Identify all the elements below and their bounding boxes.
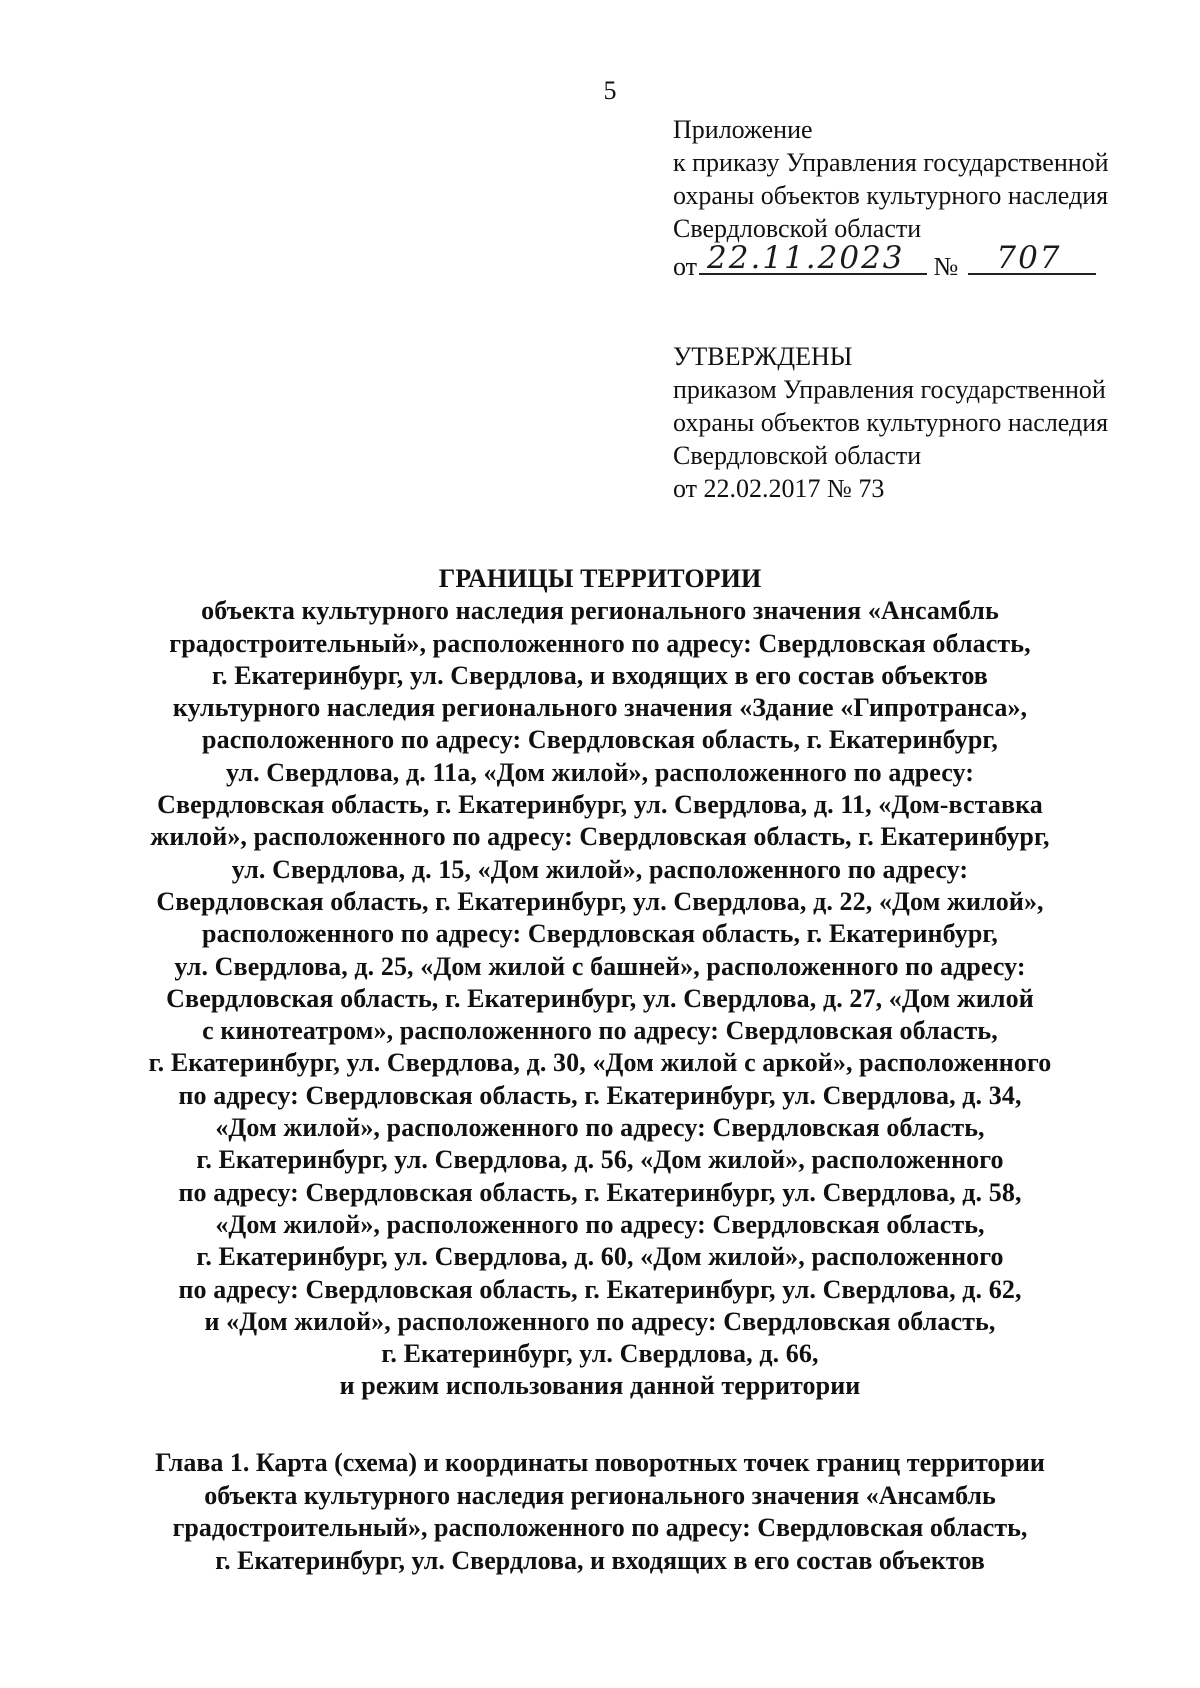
number-signature-line (968, 240, 1096, 276)
chapter-line: градостроительный», расположенного по адресу: Свердловская область, (172, 1513, 1028, 1542)
chapter-heading (0, 1447, 1200, 1577)
appendix-line: к приказу Управления государственной (673, 148, 1109, 177)
title-line: с кинотеатром», расположенного по адресу: Свердловская область, (202, 1016, 998, 1046)
title-line: ул. Свердлова, д. 25, «Дом жилой с башней», расположенного по адресу: (174, 951, 1026, 981)
date-prefix: от (673, 252, 698, 281)
title-line: г. Екатеринбург, ул. Свердлова, д. 30, «Дом жилой с аркой», расположенного (148, 1048, 1052, 1078)
title-line: ул. Свердлова, д. 15, «Дом жилой», расположенного по адресу: (231, 854, 969, 884)
title-line: г. Екатеринбург, ул. Свердлова, д. 66, (381, 1339, 819, 1369)
title-line: градостроительный», расположенного по адресу: Свердловская область, (169, 628, 1031, 658)
title-line: Свердловская область, г. Екатеринбург, ул. Свердлова, д. 27, «Дом жилой (166, 983, 1034, 1013)
appendix-line: охраны объектов культурного наследия (673, 181, 1109, 210)
title-line: по адресу: Свердловская область, г. Екатеринбург, ул. Свердлова, д. 62, (178, 1274, 1022, 1304)
document-title (0, 563, 1200, 1403)
title-line: г. Екатеринбург, ул. Свердлова, д. 56, «Дом жилой», расположенного (196, 1145, 1004, 1175)
title-line: расположенного по адресу: Свердловская область, г. Екатеринбург, (202, 919, 998, 949)
approved-line: УТВЕРЖДЕНЫ (673, 342, 853, 371)
chapter-line: г. Екатеринбург, ул. Свердлова, и входящих в его состав объектов (215, 1545, 985, 1575)
appendix-line: Приложение (673, 115, 813, 144)
handwritten-date: 22.11.2023 (707, 240, 905, 276)
appendix-line: Свердловской области (673, 214, 922, 243)
title-line: г. Екатеринбург, ул. Свердлова, д. 60, «Дом жилой», расположенного (196, 1242, 1004, 1272)
page-number: 5 (603, 76, 617, 105)
approved-line: охраны объектов культурного наследия (673, 408, 1109, 437)
title-line: г. Екатеринбург, ул. Свердлова, и входящих в его состав объектов (212, 660, 988, 690)
title-line: жилой», расположенного по адресу: Свердловская область, г. Екатеринбург, (150, 822, 1050, 852)
title-line: и режим использования данной территории (339, 1371, 861, 1401)
title-line: «Дом жилой», расположенного по адресу: Свердловская область, (215, 1113, 985, 1143)
chapter-line: Глава 1. Карта (схема) и координаты поворотных точек границ территории (155, 1448, 1045, 1477)
title-line: по адресу: Свердловская область, г. Екатеринбург, ул. Свердлова, д. 34, (178, 1080, 1022, 1110)
date-signature-line (699, 240, 927, 276)
title-line: расположенного по адресу: Свердловская область, г. Екатеринбург, (202, 725, 998, 755)
approved-line: Свердловской области (673, 441, 922, 470)
title-line: культурного наследия регионального значения «Здание «Гипротранса», (172, 693, 1028, 723)
number-sign: № (933, 252, 959, 281)
approved-line: приказом Управления государственной (673, 375, 1106, 404)
title-heading: ГРАНИЦЫ ТЕРРИТОРИИ (438, 564, 762, 593)
handwritten-number: 707 (996, 240, 1062, 276)
approved-header (673, 340, 1193, 505)
title-line: Свердловская область, г. Екатеринбург, ул. Свердлова, д. 22, «Дом жилой», (156, 886, 1044, 916)
title-line: ул. Свердлова, д. 11а, «Дом жилой», расположенного по адресу: (225, 757, 975, 787)
appendix-header (673, 113, 1193, 283)
title-line: и «Дом жилой», расположенного по адресу: Свердловская область, (204, 1306, 996, 1336)
approved-line: от 22.02.2017 № 73 (673, 474, 885, 503)
title-line: Свердловская область, г. Екатеринбург, ул. Свердлова, д. 11, «Дом-вставка (157, 790, 1043, 820)
title-line: «Дом жилой», расположенного по адресу: Свердловская область, (215, 1209, 985, 1239)
appendix-date-line (673, 240, 1193, 283)
title-line: по адресу: Свердловская область, г. Екатеринбург, ул. Свердлова, д. 58, (178, 1177, 1022, 1207)
title-line: объекта культурного наследия регионального значения «Ансамбль (201, 596, 999, 626)
chapter-line: объекта культурного наследия регионального значения «Ансамбль (204, 1480, 996, 1510)
